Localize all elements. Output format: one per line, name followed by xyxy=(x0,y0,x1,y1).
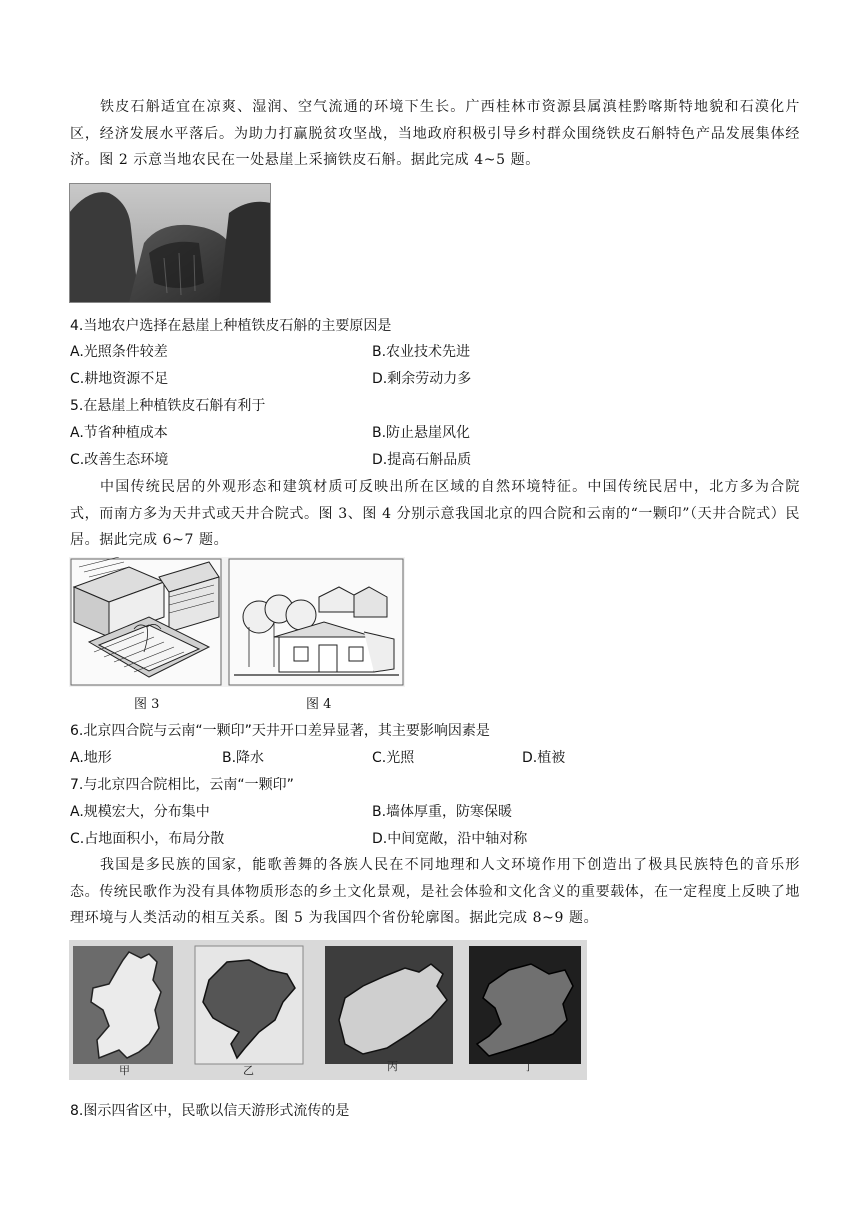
figure-4-caption: 图 4 xyxy=(306,697,332,712)
province-label-ding: 丁 xyxy=(523,1060,534,1073)
question-6-stem: 6.北京四合院与云南“一颗印”天井开口差异显著，其主要影响因素是 xyxy=(70,723,490,739)
figures-3-4 xyxy=(69,557,405,687)
question-8-stem: 8.图示四省区中，民歌以信天游形式流传的是 xyxy=(70,1103,350,1119)
question-7-option-a[interactable]: A.规模宏大，分布集中 xyxy=(70,804,210,820)
question-7-option-b[interactable]: B.墙体厚重，防寒保暖 xyxy=(372,804,513,820)
question-5-option-b[interactable]: B.防止悬崖风化 xyxy=(372,425,471,441)
question-6-option-d[interactable]: D.植被 xyxy=(522,750,566,766)
question-4-option-b[interactable]: B.农业技术先进 xyxy=(372,344,471,360)
yikeyin-sketch xyxy=(229,559,403,685)
figure-3-caption: 图 3 xyxy=(134,697,160,712)
question-4-stem: 4.当地农户选择在悬崖上种植铁皮石斛的主要原因是 xyxy=(70,318,392,334)
siheyuan-sketch xyxy=(71,557,221,685)
province-yi-outline xyxy=(195,946,303,1064)
province-label-jia: 甲 xyxy=(119,1064,130,1077)
question-5-option-d[interactable]: D.提高石斛品质 xyxy=(372,452,472,468)
province-ding-outline xyxy=(469,946,581,1064)
passage-8-9: 我国是多民族的国家，能歌善舞的各族人民在不同地理和人文环境作用下创造出了极具民族特色的音乐形态。传统民歌作为没有具体物质形态的乡土文化景观，是社会体验和文化含义的重要载体，在一定程度上反映了地理环境与人类活动的相互关系。图 5 为我国四个省份轮廓图。据此完成 8~9 题。 xyxy=(70,857,800,926)
question-6-option-b[interactable]: B.降水 xyxy=(222,750,265,766)
province-bing-outline xyxy=(325,946,453,1064)
question-5-option-a[interactable]: A.节省种植成本 xyxy=(70,425,168,441)
question-7-option-c[interactable]: C.占地面积小，布局分散 xyxy=(70,831,225,847)
province-jia-outline xyxy=(73,946,173,1064)
passage-4-5: 铁皮石斛适宜在凉爽、湿润、空气流通的环境下生长。广西桂林市资源县属滇桂黔喀斯特地貌和石漠化片区，经济发展水平落后。为助力打赢脱贫攻坚战，当地政府积极引导乡村群众围绕铁皮石斛特色产品发展集体经济。图 2 示意当地农民在一处悬崖上采摘铁皮石斛。据此完成 4~5 题。 xyxy=(70,99,800,168)
province-label-yi: 乙 xyxy=(243,1064,254,1077)
question-5-option-c[interactable]: C.改善生态环境 xyxy=(70,452,169,468)
question-6-option-c[interactable]: C.光照 xyxy=(372,750,415,766)
province-label-bing: 丙 xyxy=(387,1060,398,1073)
question-7-stem: 7.与北京四合院相比，云南“一颗印” xyxy=(70,777,294,793)
question-4-option-a[interactable]: A.光照条件较差 xyxy=(70,344,168,360)
province-outlines-figure xyxy=(69,940,587,1080)
question-7-option-d[interactable]: D.中间宽敞，沿中轴对称 xyxy=(372,831,528,847)
cliff-photo xyxy=(69,183,271,303)
passage-6-7: 中国传统民居的外观形态和建筑材质可反映出所在区域的自然环境特征。中国传统民居中，北方多为合院式，而南方多为天井式或天井合院式。图 3、图 4 分别示意我国北京的四合院和云南的“一颗印”（天井合院式）民居。据此完成 6~7 题。 xyxy=(70,479,800,548)
question-4-option-c[interactable]: C.耕地资源不足 xyxy=(70,371,169,387)
question-4-option-d[interactable]: D.剩余劳动力多 xyxy=(372,371,472,387)
question-5-stem: 5.在悬崖上种植铁皮石斛有利于 xyxy=(70,398,266,414)
question-6-option-a[interactable]: A.地形 xyxy=(70,750,112,766)
